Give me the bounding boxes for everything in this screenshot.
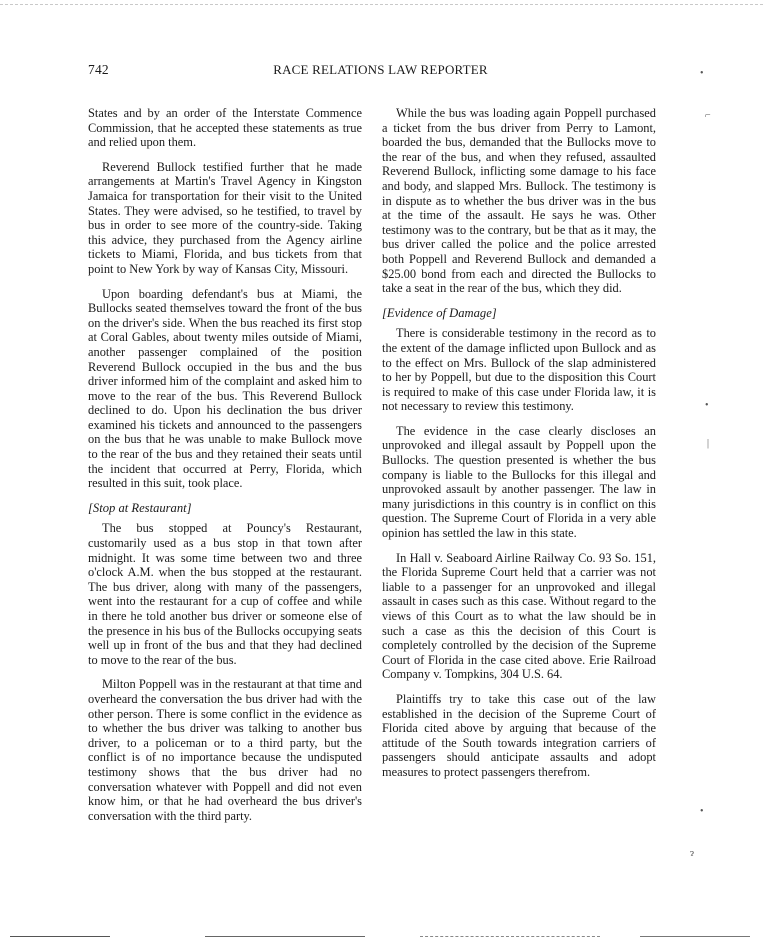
paragraph: Upon boarding defendant's bus at Miami, the Bullocks seated themselves toward the front of the bus on the driver's side. When the bus reached its first stop at Coral Gables, about twenty miles outside of Miami, another passenger complained of the position Reverend Bullock occupied in the bus and the bus driver informed him of the complaint and asked him to move to the rear of the bus. This Reverend Bullock declined to do. Upon his declination the bus driver examined his tickets and announced to the passengers on the bus that he was unable to make Bullock move to the rear of the bus and they retained their seats until the incident that occurred at Perry, Florida, which resulted in this suit, took place.	[88, 286, 362, 491]
margin-tick: ⌐	[705, 110, 711, 121]
page-header	[88, 62, 673, 82]
section-heading: [Evidence of Damage]	[382, 305, 497, 320]
paragraph: The bus stopped at Pouncy's Restaurant, customarily used as a bus stop in that town after midnight. It was some time between two and three o'clock A.M. when the bus stopped at the restaurant. The bus driver, along with many of the passengers, went into the restaurant for a cup of coffee and while in there he told another bus driver or someone else of the presence in his bus of the Bullocks occupying seats well up in front of the bus and that they had declined to move to the rear of the bus.	[88, 521, 362, 667]
paragraph: While the bus was loading again Poppell purchased a ticket from the bus driver from Perry to Lamont, boarded the bus, demanded that the Bullocks move to the rear of the bus, and when they refused, assaulted Reverend Bullock, inflicting some damage to his face and body, and slapped Mrs. Bullock. The testimony is in dispute as to whether the bus driver was in the bus at the time of the assault. He says he was. Other testimony was to the contrary, but be that as it may, the bus driver called the police and the police arrested both Poppell and Reverend Bullock and demanded a $25.00 bond from each and directed the Bullocks to take a seat in the rear of the bus, which they did.	[382, 106, 656, 296]
section-heading: [Stop at Restaurant]	[88, 500, 192, 515]
top-scan-border	[0, 4, 763, 5]
margin-tick: ɂ	[690, 848, 694, 859]
margin-dot: •	[700, 68, 704, 79]
right-column	[382, 106, 656, 790]
paragraph: Milton Poppell was in the restaurant at that time and overheard the conversation the bus driver had with the other person. There is some conflict in the evidence as to whether the bus driver was talking to another bus driver, to a policeman or to a third party, but the conflict is of no importance because the undisputed testimony shows that the bus driver had no conversation whatever with Poppell and did not even know him, or that he had overheard the bus driver's conversation with the third party.	[88, 677, 362, 823]
paragraph: States and by an order of the Interstate Commence Commission, that he accepted these statements as true and relied upon them.	[88, 106, 362, 150]
bottom-scan-border	[640, 936, 750, 937]
margin-dot: •	[705, 400, 709, 411]
left-column	[88, 106, 362, 833]
paragraph: Reverend Bullock testified further that he made arrangements at Martin's Travel Agency in Kingston Jamaica for transportation for their visit to the United States. They were advised, so he testified, to travel by bus in order to see more of the country-side. Taking this advice, they purchased from the Agency airline tickets to Miami, Florida, and bus tickets from that point to New York by way of Kansas City, Missouri.	[88, 159, 362, 276]
bottom-scan-border	[10, 936, 110, 937]
page-number: 742	[88, 62, 109, 77]
paragraph: The evidence in the case clearly discloses an unprovoked and illegal assault by Poppell upon the Bullocks. The question presented is whether the bus company is liable to the Bullocks for this illegal and unprovoked assault by another passenger. The law in many jurisdictions in this country is in conflict on this question. The Supreme Court of Florida in a very able opinion has settled the law in this state.	[382, 423, 656, 541]
margin-tick: |	[707, 438, 710, 449]
paragraph: Plaintiffs try to take this case out of the law established in the decision of the Supreme Court of Florida cited above by arguing that because of the attitude of the South towards integration carriers of passengers should anticipate assaults and adopt measures to protect passengers therefrom.	[382, 691, 656, 779]
bottom-scan-border	[420, 936, 600, 937]
bottom-scan-border	[205, 936, 365, 937]
paragraph: There is considerable testimony in the record as to the extent of the damage inflicted upon Bullock and as to the effect on Mrs. Bullock of the slap administered to her by Poppell, but due to the disposition this Court is required to make of this case under Florida law, it is not necessary to review this testimony.	[382, 326, 656, 414]
margin-dot: •	[700, 806, 704, 817]
paragraph: In Hall v. Seaboard Airline Railway Co. 93 So. 151, the Florida Supreme Court held that a carrier was not liable to a passenger for an unprovoked and illegal assault in cases such as this case. Without regard to the views of this Court as to what the law should be in such a case as this the decision of this Court is completely controlled by the decision of the Supreme Court of Florida in the case cited above. Erie Railroad Company v. Tompkins, 304 U.S. 64.	[382, 550, 656, 682]
running-title: RACE RELATIONS LAW REPORTER	[273, 62, 488, 77]
